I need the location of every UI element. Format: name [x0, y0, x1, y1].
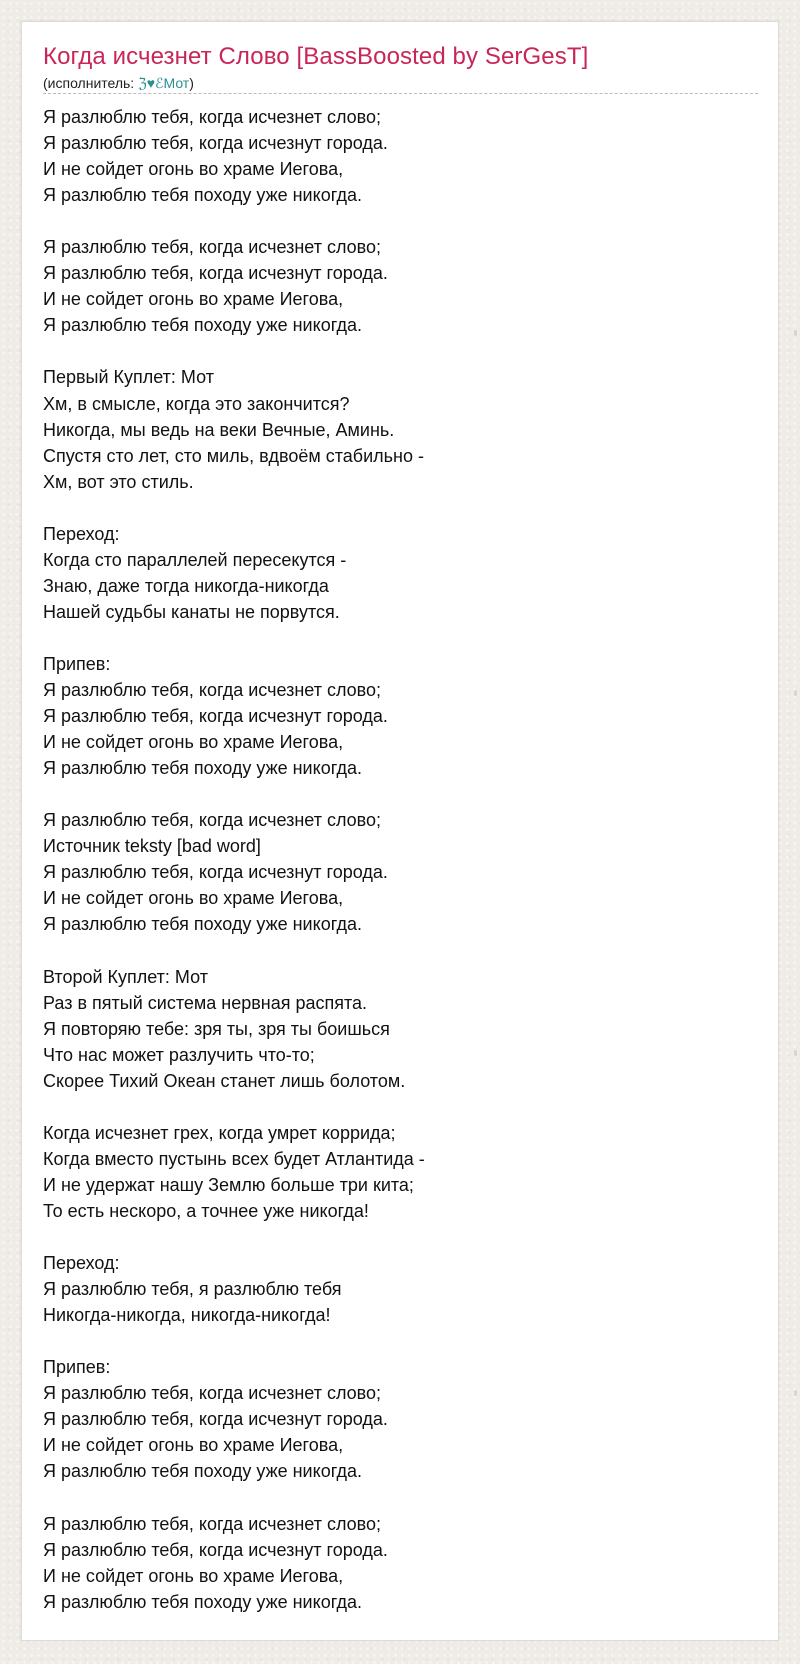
lyrics-line: Я разлюблю тебя, когда исчезнут города. [43, 706, 388, 727]
lyrics-line: И не удержат нашу Землю больше три кита; [43, 1174, 414, 1195]
lyrics-line: Что нас может разлучить что-то; [43, 1044, 315, 1065]
lyrics-line: Я разлюблю тебя походу уже никогда. [43, 914, 362, 935]
lyrics-line: Когда сто параллелей пересекутся - [43, 549, 347, 570]
lyrics-text [43, 104, 758, 1615]
lyrics-line: Я разлюблю тебя, когда исчезнет слово; [43, 107, 382, 127]
lyrics-line: Спустя сто лет, сто миль, вдвоём стабильно - [43, 445, 424, 466]
lyrics-line: Когда вместо пустынь всех будет Атлантида - [43, 1148, 425, 1169]
lyrics-line: Я разлюблю тебя походу уже никогда. [43, 1461, 362, 1482]
lyrics-line: И не сойдет огонь во храме Иегова, [43, 289, 344, 310]
lyrics-stanza [43, 1250, 758, 1328]
lyrics-line: Источник teksty [bad word] [43, 836, 261, 857]
lyrics-line: Второй Куплет: Мот [43, 966, 208, 987]
lyrics-line: И не сойдет огонь во храме Иегова, [43, 732, 344, 753]
lyrics-stanza [43, 521, 758, 625]
decorative-mark [794, 690, 797, 696]
lyrics-line: Я разлюблю тебя походу уже никогда. [43, 758, 362, 779]
lyrics-line: Переход: [43, 1253, 120, 1274]
lyrics-line: Знаю, даже тогда никогда-никогда [43, 575, 329, 596]
artist-link[interactable]: ℨ♥ℰМот [138, 75, 190, 91]
lyrics-stanza [43, 1511, 758, 1615]
lyrics-line: И не сойдет огонь во храме Иегова, [43, 1435, 344, 1456]
decorative-mark [794, 1390, 797, 1396]
lyrics-stanza [43, 807, 758, 937]
lyrics-line: Я разлюблю тебя, когда исчезнут города. [43, 862, 388, 883]
lyrics-line: И не сойдет огонь во храме Иегова, [43, 888, 344, 909]
lyrics-line: Я разлюблю тебя, когда исчезнет слово; [43, 1383, 382, 1404]
decorative-mark [794, 330, 797, 336]
lyrics-line: Я разлюблю тебя походу уже никогда. [43, 1591, 362, 1612]
lyrics-line: Раз в пятый система нервная распята. [43, 992, 368, 1013]
lyrics-line: Я разлюблю тебя, когда исчезнут города. [43, 133, 388, 154]
lyrics-line: Я разлюблю тебя, я разлюблю тебя [43, 1279, 342, 1300]
lyrics-line: Первый Куплет: Мот [43, 367, 214, 388]
lyrics-stanza [43, 234, 758, 338]
lyrics-line: И не сойдет огонь во храме Иегова, [43, 1565, 344, 1586]
lyrics-line: Никогда, мы ведь на веки Вечные, Аминь. [43, 419, 395, 440]
lyrics-line: Припев: [43, 653, 111, 674]
lyrics-line: Никогда-никогда, никогда-никогда! [43, 1305, 331, 1326]
lyrics-line: Я разлюблю тебя, когда исчезнет слово; [43, 680, 382, 701]
lyrics-line: Я разлюблю тебя, когда исчезнет слово; [43, 810, 382, 831]
lyrics-line: Переход: [43, 523, 120, 544]
lyrics-line: Я разлюблю тебя походу уже никогда. [43, 185, 362, 206]
lyrics-line: Скорее Тихий Океан станет лишь болотом. [43, 1070, 406, 1091]
decorative-mark [794, 1050, 797, 1056]
lyrics-line: Я разлюблю тебя, когда исчезнут города. [43, 1409, 388, 1430]
lyrics-line: И не сойдет огонь во храме Иегова, [43, 159, 344, 180]
lyrics-line: Хм, вот это стиль. [43, 471, 194, 492]
lyrics-line: Припев: [43, 1357, 111, 1378]
lyrics-line: Хм, в смысле, когда это закончится? [43, 393, 350, 414]
lyrics-line: Я разлюблю тебя, когда исчезнут города. [43, 263, 388, 284]
lyrics-stanza [43, 1354, 758, 1484]
lyrics-stanza [43, 104, 758, 208]
artist-suffix: ) [189, 75, 194, 91]
lyrics-line: Нашей судьбы канаты не порвутся. [43, 601, 340, 622]
artist-line [43, 74, 758, 94]
lyrics-line: То есть нескоро, а точнее уже никогда! [43, 1200, 369, 1221]
lyrics-stanza [43, 964, 758, 1094]
lyrics-stanza [43, 1120, 758, 1224]
lyrics-card [21, 21, 779, 1641]
song-title: Когда исчезнет Слово [BassBoosted by SerGesT] [43, 43, 589, 70]
lyrics-stanza [43, 364, 758, 494]
lyrics-line: Я разлюблю тебя, когда исчезнут города. [43, 1539, 388, 1560]
lyrics-line: Когда исчезнет грех, когда умрет коррида; [43, 1122, 396, 1143]
lyrics-line: Я разлюблю тебя походу уже никогда. [43, 315, 362, 336]
lyrics-line: Я разлюблю тебя, когда исчезнет слово; [43, 1513, 382, 1534]
lyrics-line: Я разлюблю тебя, когда исчезнет слово; [43, 237, 382, 258]
artist-prefix: (исполнитель: [43, 75, 139, 91]
lyrics-line: Я повторяю тебе: зря ты, зря ты боишься [43, 1018, 390, 1039]
lyrics-stanza [43, 651, 758, 781]
